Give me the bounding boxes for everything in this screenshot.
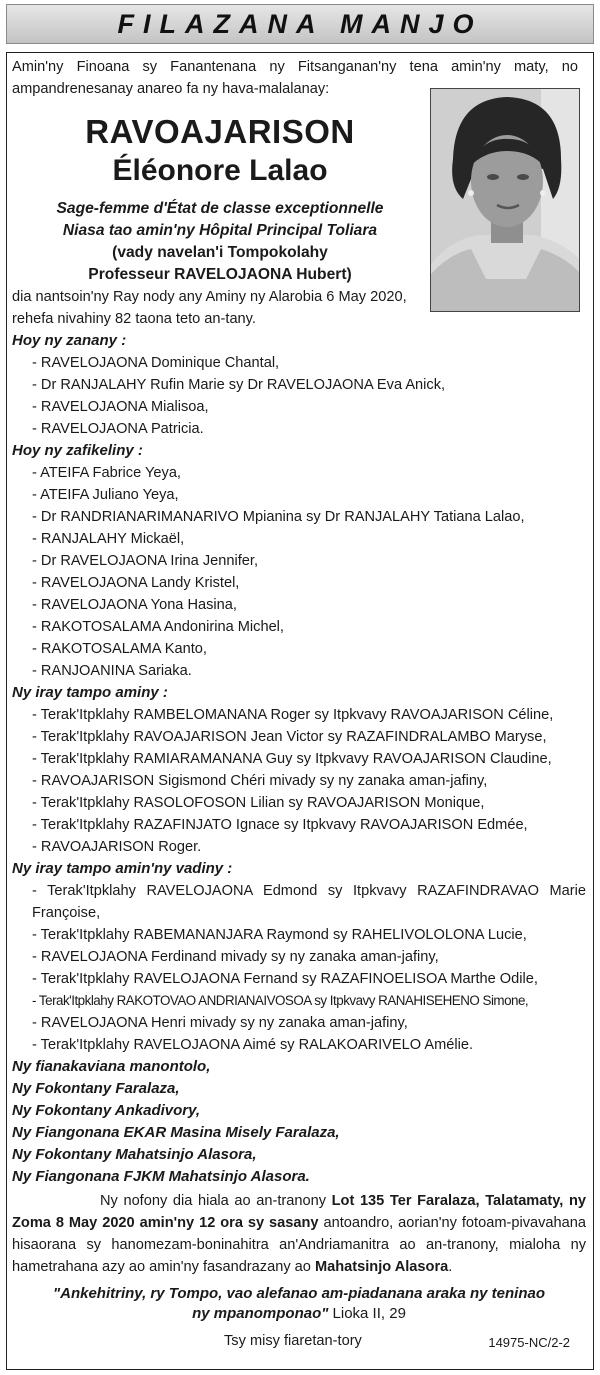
deceased-spouse-line2: Professeur RAVELOJAONA Hubert) (88, 266, 352, 283)
list-item: - ATEIFA Fabrice Yeya, (32, 465, 181, 481)
banner-title: FILAZANA MANJO (117, 8, 483, 39)
list-item: - Terak'Itpklahy RAMIARAMANANA Guy sy Itpkvavy RAVOAJARISON Claudine, (32, 751, 552, 767)
list-item: - RAVELOJAONA Landy Kristel, (32, 575, 240, 591)
list-item: - Dr RANJALAHY Rufin Marie sy Dr RAVELOJAONA Eva Anick, (32, 377, 446, 393)
notice-content (12, 56, 586, 1352)
funeral-address: Lot 135 Ter Faralaza, Talatamaty, ny Zoma 8 May 2020 amin'ny 12 ora sy sasany (12, 1193, 586, 1231)
list-item: - RAVELOJAONA Henri mivady sy ny zanaka aman-jafiny, (32, 1015, 408, 1031)
list-item: - RAVELOJAONA Ferdinand mivady sy ny zanaka aman-jafiny, (32, 949, 439, 965)
verse-reference: Lioka II, 29 (332, 1305, 406, 1322)
list-item: - Terak'Itpklahy RAZAFINJATO Ignace sy Itpkvavy RAVOAJARISON Edmée, (32, 817, 528, 833)
footer (12, 1328, 586, 1352)
list-item: - Terak'Itpklahy RAVOAJARISON Jean Victor sy RAZAFINDRALAMBO Maryse, (32, 729, 547, 745)
list-item: - RAKOTOSALAMA Kanto, (32, 641, 207, 657)
funeral-middle: antoandro, aorian'ny fotoam-pivavahana hisaorana sy hanomezam-boninahitra an'Andriamanitra ao an-tranony, mialoha ny hametrahana azy ao amin'ny fasandrazany ao (12, 1215, 586, 1275)
list-item: - ATEIFA Juliano Yeya, (32, 487, 179, 503)
list-item: - Terak'Itpklahy RAMBELOMANANA Roger sy Itpkvavy RAVOAJARISON Céline, (32, 707, 554, 723)
intro-text: Amin'ny Finoana sy Fanantenana ny Fitsanganan'ny tena amin'ny maty, no ampandrenesanay anareo fa ny hava-malalanay: (12, 59, 578, 97)
list-item: - RAVELOJAONA Dominique Chantal, (32, 355, 280, 371)
list-item-line1: - Terak'Itpklahy RAVELOJAONA Edmond sy Itpkvavy RAZAFINDRAVAO Marie (32, 883, 586, 899)
list-item: - Dr RANDRIANARIMANARIVO Mpianina sy Dr RANJALAHY Tatiana Lalao, (32, 509, 525, 525)
community-line: Ny Fokontany Ankadivory, (12, 1102, 201, 1119)
list-item: - RAVELOJAONA Patricia. (32, 421, 204, 437)
community-line: Ny Fiangonana FJKM Mahatsinjo Alasora. (12, 1168, 310, 1185)
funeral-place: Mahatsinjo Alasora (314, 1259, 449, 1275)
list-item: - Terak'Itpklahy RASOLOFOSON Lilian sy RAVOAJARISON Monique, (32, 795, 485, 811)
death-line2: rehefa nivahiny 82 taona teto an-tany. (12, 311, 256, 327)
community-line: Ny fianakaviana manontolo, (12, 1058, 211, 1075)
community-line: Ny Fiangonana EKAR Masina Misely Faralaza, (12, 1124, 340, 1141)
list-item: - Terak'Itpklahy RAVELOJAONA Aimé sy RALAKOARIVELO Amélie. (32, 1037, 474, 1053)
verse-line2: ny mpanomponao" (192, 1305, 329, 1322)
funeral-end: . (448, 1259, 453, 1275)
list-item: - RAVELOJAONA Yona Hasina, (32, 597, 237, 613)
deceased-surname: RAVOAJARISON (85, 113, 355, 150)
funeral-lead: Ny nofony dia hiala ao an-tranony (100, 1193, 332, 1209)
grandchildren-heading: Hoy ny zafikeliny : (12, 442, 143, 459)
community-line: Ny Fokontany Faralaza, (12, 1080, 180, 1097)
notice-code: 14975-NC/2-2 (488, 1335, 570, 1350)
deceased-block (12, 112, 428, 286)
deceased-title-line1: Sage-femme d'État de classe exceptionnelle (56, 200, 384, 217)
list-item: - RAVOAJARISON Sigismond Chéri mivady sy ny zanaka aman-jafiny, (32, 773, 488, 789)
children-heading: Hoy ny zanany : (12, 332, 127, 349)
list-item: - Terak'Itpklahy RAKOTOVAO ANDRIANAIVOSOA sy Itpkvavy RANAHISEHENO Simone, (32, 993, 529, 1008)
list-item: - RAVOAJARISON Roger. (32, 839, 202, 855)
verse-line1: "Ankehitriny, ry Tompo, vao alefanao am-piadanana araka ny teninao (53, 1285, 545, 1302)
list-item: - Terak'Itpklahy RAVELOJAONA Fernand sy RAZAFINOELISOA Marthe Odile, (32, 971, 538, 987)
list-item: - RAKOTOSALAMA Andonirina Michel, (32, 619, 284, 635)
list-item-line2: Françoise, (32, 905, 101, 921)
list-item: - RAVELOJAONA Mialisoa, (32, 399, 209, 415)
list-item: - Dr RAVELOJAONA Irina Jennifer, (32, 553, 259, 569)
community-line: Ny Fokontany Mahatsinjo Alasora, (12, 1146, 257, 1163)
siblings-heading: Ny iray tampo aminy : (12, 684, 168, 701)
deceased-spouse-line1: (vady navelan'i Tompokolahy (112, 244, 328, 261)
funeral-paragraph (12, 1190, 586, 1278)
list-item (12, 880, 586, 924)
list-item: - Terak'Itpklahy RABEMANANJARA Raymond sy RAHELIVOLOLONA Lucie, (32, 927, 527, 943)
footer-thanks: Tsy misy fiaretan-tory (224, 1333, 362, 1349)
deceased-title-line2: Niasa tao amin'ny Hôpital Principal Toliara (62, 222, 378, 239)
deceased-given-names: Éléonore Lalao (112, 154, 328, 187)
list-item: - RANJOANINA Sariaka. (32, 663, 192, 679)
death-line1: dia nantsoin'ny Ray nody any Aminy ny Alarobia 6 May 2020, (12, 289, 407, 305)
spouse-siblings-heading: Ny iray tampo amin'ny vadiny : (12, 860, 233, 877)
list-item: - RANJALAHY Mickaël, (32, 531, 185, 547)
bible-verse (12, 1284, 586, 1324)
banner (6, 4, 594, 44)
